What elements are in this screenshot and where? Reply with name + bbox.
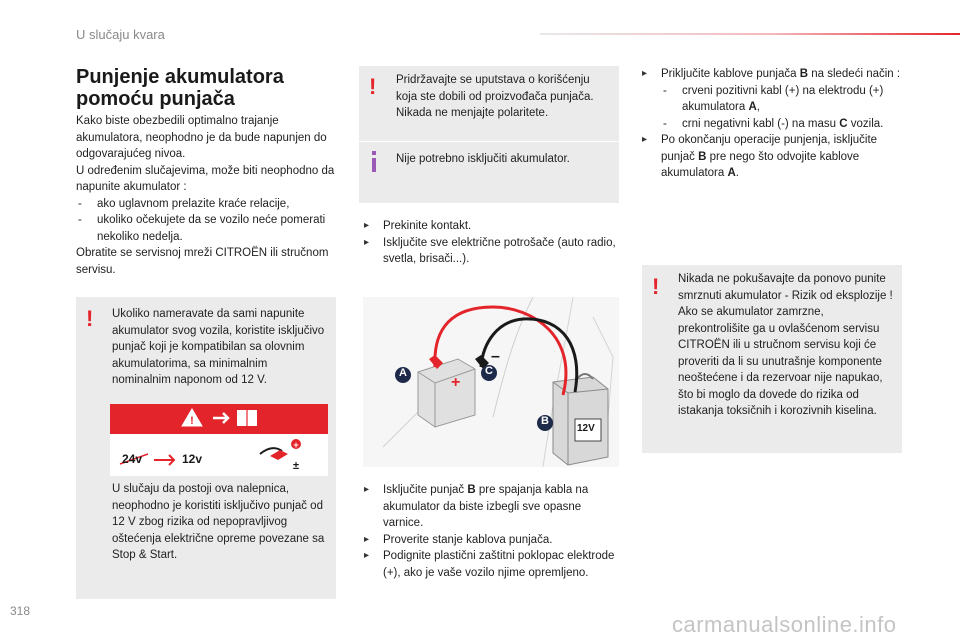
page-title [76,66,336,110]
step-key: A [727,167,736,179]
charging-diagram-graphic [363,297,619,467]
step-item: ▸ Priključite kablove punjača B na sledeći način : [642,68,901,80]
connection-text: , [756,101,760,113]
step-item: ▸ Podignite plastični zaštitni poklopac elektrode (+), ako je vaše vozilo njime opremljeno. [364,550,615,579]
warning-text-middle: Pridržavajte se uputstava o korišćenju koja ste dobili od proizvođača punjača. Nikada ne menjajte polaritete. [396,74,594,119]
step-text: Isključite punjač [383,484,468,496]
label-12v: 12v [182,452,203,466]
charger-voltage-label: 12V [577,423,595,434]
step-item: ▸ Prekinite kontakt. [364,220,472,232]
step-text: Prekinite kontakt. [383,220,472,232]
warning-icon: ! [369,74,377,99]
connection-sublist [642,83,904,133]
intro-paragraph: Kako biste obezbedili optimalno trajanje akumulatora, neophodno je da bude napunjen do odgovarajućeg nivoa. [76,115,327,160]
connection-text: crni negativni kabl (-) na masu [682,117,840,130]
step-item: ▸ Po okončanju operacije punjenja, isključite punjač B pre nego što odvojite kablove akumulatora A. [642,134,878,179]
warning-right-line1: Nikada ne pokušavajte da ponovo punite smrznuti akumulator - Rizik od eksplozije ! [678,273,893,302]
step-key: B [467,484,476,496]
label-24v: 24v [122,452,143,466]
network-paragraph: Obratite se servisnoj mreži CITROËN ili stručnom servisu. [76,247,329,276]
step-text: Podignite plastični zaštitni poklopac elektrode (+), ako je vaše vozilo njime opremljeno. [383,550,615,579]
page-number: 318 [10,604,31,618]
step-text: pre nego što odvojite kablove akumulatora [661,150,860,179]
connection-key: A [748,101,757,113]
section-header: U slučaju kvara [76,27,165,42]
cases-intro: U određenim slučajevima, može biti neophodno da napunite akumulator : [76,164,335,193]
page-title-line1: Punjenje akumulatora [76,66,284,88]
charging-diagram [363,297,619,467]
info-icon [372,158,376,172]
case-item-text: ukoliko očekujete da se vozilo neće pomerati nekoliko nedelja. [97,214,326,243]
case-item-text: ako uglavnom prelazite kraće relacije, [97,197,290,210]
warning-text-right [678,271,896,420]
panel-divider [359,141,619,142]
warning-text-left: Ukoliko nameravate da sami napunite akumulator svog vozila, koristite isključivo punjač koji je kompatibilan sa olovnim akumulatorima, sa minimalnim nominalnim naponom od 12 V. [112,308,325,386]
watermark: carmanualsonline.info [672,612,897,637]
connection-item: - crveni pozitivni kabl (+) na elektrodu (+) akumulatora A, [663,84,884,113]
connection-item: - crni negativni kabl (-) na masu C vozila. [663,117,884,130]
intro-block [76,113,338,278]
step-text: Po okončanju operacije punjenja, isključite punjač [661,134,878,163]
step-text: pre spajanja kabla na akumulator da biste izbegli sve opasne varnice. [383,484,589,529]
sticker-image [110,404,328,476]
step-text: Proverite stanje kablova punjača. [383,533,553,546]
plus-symbol: + [451,374,461,391]
page-title-line2: pomoću punjača [76,88,235,110]
step-item: ▸ Isključite sve električne potrošače (auto radio, svetla, brisači...). [364,236,616,265]
step-text: Isključite sve električne potrošače (auto radio, svetla, brisači...). [383,236,616,265]
warning-icon: ! [652,274,660,299]
connection-key: C [839,117,848,130]
connection-steps [642,66,904,182]
minus-symbol: – [491,348,500,365]
info-icon-dot [372,151,376,155]
case-item: - ako uglavnom prelazite kraće relacije, [78,197,290,210]
step-item: ▸ Isključite punjač B pre spajanja kabla na akumulator da biste izbegli sve opasne varnice. [364,484,589,529]
case-item: - ukoliko očekujete da se vozilo neće pomerati nekoliko nedelja. [78,214,326,243]
steps-bottom [364,482,619,581]
step-text: . [735,167,739,179]
step-item: ▸ Proverite stanje kablova punjača. [364,533,553,546]
step-text: Priključite kablove punjača [661,68,800,80]
diagram-label-c: C [485,365,493,377]
step-key: B [799,68,809,80]
warning-icon: ! [86,306,94,331]
connection-text: crveni pozitivni kabl (+) na elektrodu (+) akumulatora [682,84,884,113]
step-key: B [698,150,707,163]
sticker-text: U slučaju da postoji ova nalepnica, neophodno je koristiti isključivo punjač od 12 V zbog rizika od nepopravljivog oštećenja električne opreme povezane sa Stop & Start. [112,483,325,561]
svg-text:+: + [293,440,299,450]
diagram-label-a: A [399,367,407,379]
connection-text: vozila. [847,117,884,130]
svg-text:!: ! [190,415,194,427]
header-divider [540,33,960,35]
svg-text:±: ± [292,460,300,472]
steps-top [364,218,619,268]
info-text: Nije potrebno isključiti akumulator. [396,153,570,165]
warning-right-line2: Ako se akumulator zamrzne, prekontrolišite ga u ovlašćenom servisu CITROËN ili u stručnom servisu koji će proveriti da li su unutrašnje komponente neoštećene i da rezervoar nije napukao, što bi moglo da dovede do rizika od istakanja toksičnih i korozivnih kiselina. [678,306,883,417]
diagram-label-b: B [541,415,549,427]
stop-start-sticker-graphic [110,404,328,476]
step-text: na sledeći način : [808,68,901,80]
